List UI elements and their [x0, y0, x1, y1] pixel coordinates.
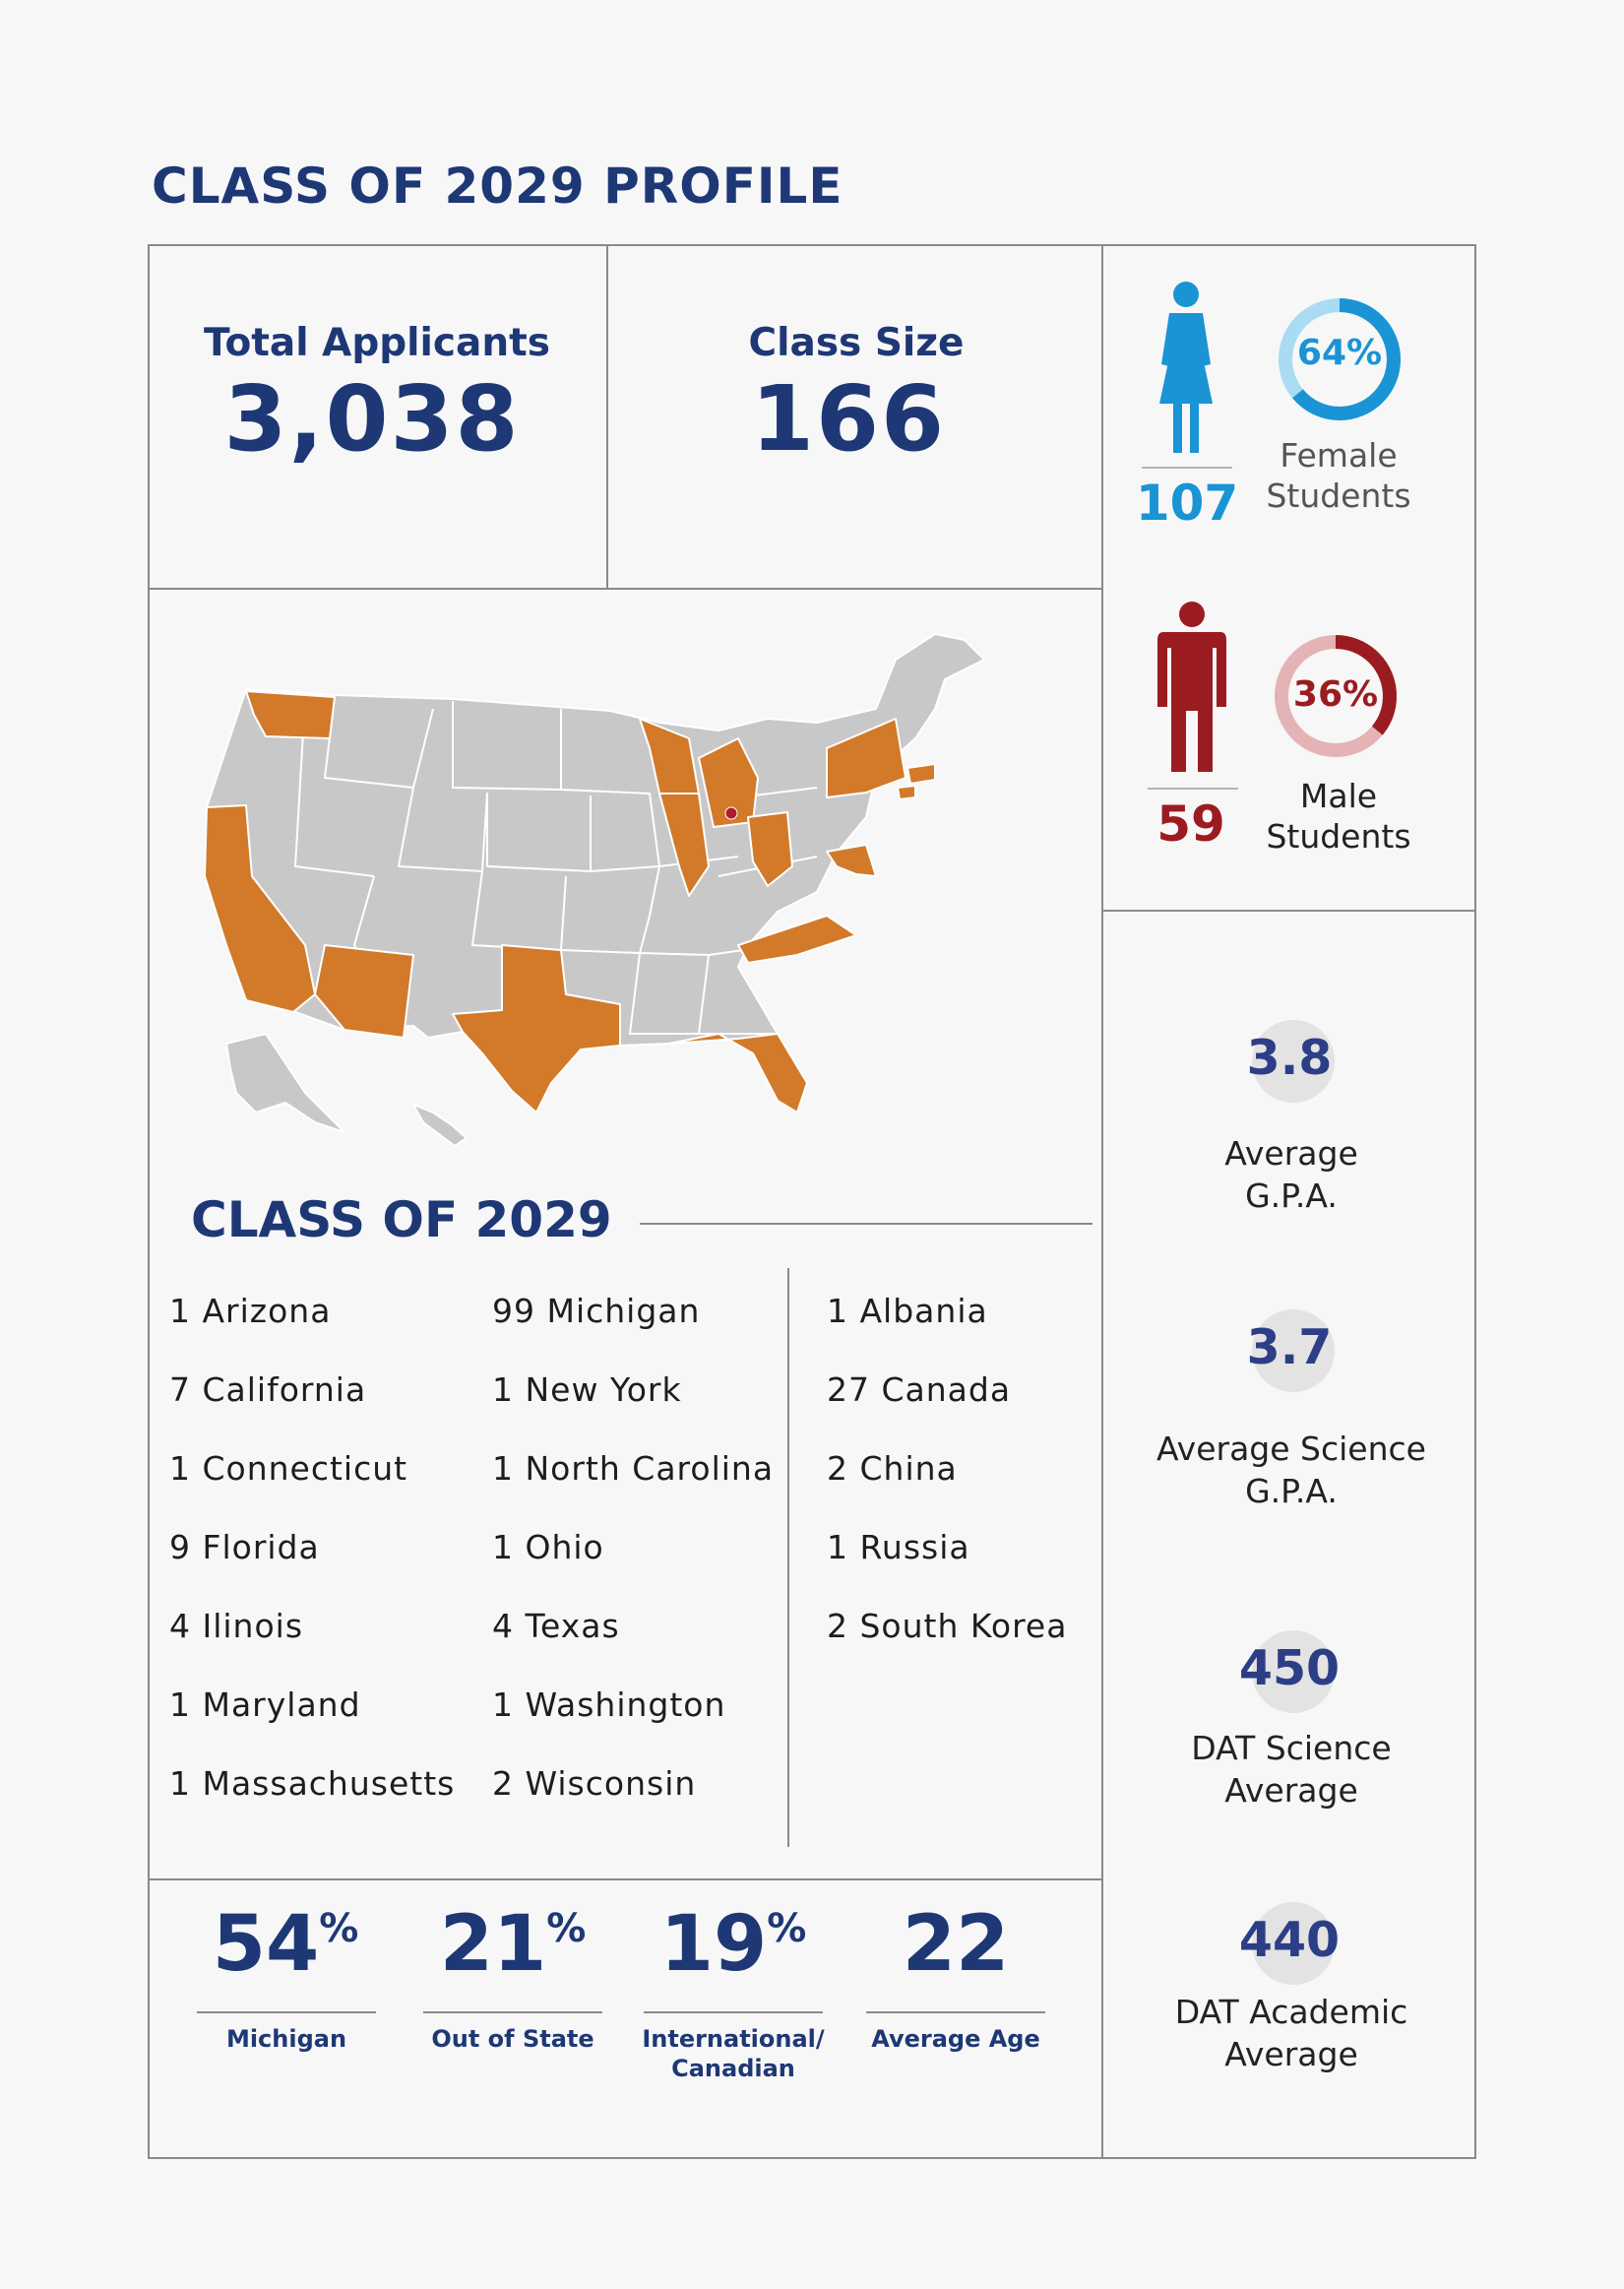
dat-science-label-line1: DAT Science: [1191, 1729, 1392, 1767]
female-rule: [1142, 467, 1232, 469]
gpa-value: 3.8: [1246, 1030, 1333, 1086]
list-item: 2 South Korea: [827, 1607, 1068, 1645]
divider-bottom-horizontal: [148, 1878, 1103, 1880]
dat-science-value: 450: [1238, 1640, 1341, 1696]
average-age-number: 22: [902, 1900, 1010, 1989]
science-gpa-label: [1104, 1428, 1478, 1512]
international-percent: [640, 1900, 827, 1989]
total-applicants-value: 3,038: [223, 366, 521, 472]
class-size-label: Class Size: [748, 321, 965, 365]
map-state-florida: [669, 1034, 807, 1113]
list-item: 1 Massachusetts: [169, 1764, 456, 1803]
gpa-label-line2: G.P.A.: [1245, 1176, 1338, 1215]
female-label-line2: Students: [1266, 477, 1411, 515]
list-item: 1 North Carolina: [492, 1449, 775, 1488]
international-label-line1: International/: [642, 2025, 825, 2053]
list-item: 2 China: [827, 1449, 958, 1488]
out-of-state-percent-number: 21: [439, 1900, 547, 1989]
list-item: 1 Ohio: [492, 1528, 604, 1566]
list-item: 1 Albania: [827, 1292, 988, 1330]
out-of-state-percent-suffix: %: [546, 1906, 587, 1951]
list-item: 1 Maryland: [169, 1685, 361, 1724]
international-rule: [644, 2011, 823, 2013]
dat-academic-label-line1: DAT Academic: [1174, 1993, 1408, 2031]
gpa-label-line1: Average: [1224, 1134, 1358, 1173]
average-age-value: [862, 1900, 1049, 1989]
science-gpa-value: 3.7: [1246, 1319, 1333, 1375]
dat-academic-label: [1104, 1991, 1478, 2075]
divider-main-vertical: [1101, 244, 1103, 2159]
dat-science-label: [1104, 1727, 1478, 1812]
science-gpa-label-line2: G.P.A.: [1245, 1472, 1338, 1510]
list-item: 9 Florida: [169, 1528, 320, 1566]
international-percent-number: 19: [659, 1900, 768, 1989]
international-label: [630, 2024, 837, 2083]
gpa-label: [1104, 1132, 1478, 1217]
male-label: [1240, 776, 1437, 857]
international-percent-suffix: %: [767, 1906, 807, 1951]
map-hawaii: [413, 1105, 467, 1146]
divider-gender-horizontal: [1101, 910, 1476, 912]
out-of-state-label: Out of State: [431, 2025, 594, 2053]
male-rule: [1148, 788, 1238, 790]
divider-stats-horizontal: [148, 588, 1103, 590]
male-figure-icon: [1152, 601, 1232, 774]
michigan-percent-number: 54: [212, 1900, 320, 1989]
male-count: 59: [1156, 795, 1225, 853]
map-state-massachusetts: [907, 764, 935, 784]
list-item: 1 Russia: [827, 1528, 970, 1566]
female-label: [1240, 435, 1437, 516]
dat-academic-value: 440: [1238, 1912, 1341, 1968]
class-heading-rule: [640, 1223, 1093, 1225]
international-label-line2: Canadian: [671, 2055, 795, 2082]
list-item: 99 Michigan: [492, 1292, 701, 1330]
out-of-state-rule: [423, 2011, 602, 2013]
divider-list-vertical: [787, 1268, 789, 1847]
female-figure-icon: [1142, 278, 1230, 457]
michigan-percent: [192, 1900, 379, 1989]
list-item: 1 Arizona: [169, 1292, 332, 1330]
science-gpa-label-line1: Average Science: [1156, 1430, 1426, 1468]
class-heading: CLASS OF 2029: [191, 1191, 612, 1248]
list-item: 1 Connecticut: [169, 1449, 408, 1488]
dat-science-label-line2: Average: [1224, 1771, 1358, 1810]
list-item: 7 California: [169, 1370, 367, 1409]
map-state-connecticut: [898, 786, 915, 799]
michigan-label: Michigan: [225, 2025, 347, 2053]
divider-stats-vertical: [606, 244, 608, 590]
dat-academic-label-line2: Average: [1224, 2035, 1358, 2073]
average-age-rule: [866, 2011, 1045, 2013]
average-age-label: Average Age: [871, 2025, 1040, 2053]
female-count: 107: [1135, 475, 1239, 532]
female-percent: 64%: [1296, 333, 1383, 373]
list-item: 2 Wisconsin: [492, 1764, 697, 1803]
list-item: 27 Canada: [827, 1370, 1012, 1409]
michigan-percent-suffix: %: [319, 1906, 359, 1951]
list-item: 1 New York: [492, 1370, 682, 1409]
us-map: [187, 620, 1093, 1172]
male-label-line2: Students: [1266, 817, 1411, 856]
list-item: 4 Texas: [492, 1607, 620, 1645]
map-location-marker: [725, 807, 737, 819]
page-title: CLASS OF 2029 PROFILE: [152, 158, 843, 215]
map-state-maryland: [827, 845, 876, 876]
total-applicants-label: Total Applicants: [204, 321, 550, 365]
female-label-line1: Female: [1280, 436, 1398, 475]
map-alaska: [226, 1034, 344, 1132]
list-item: 4 Ilinois: [169, 1607, 304, 1645]
list-item: 1 Washington: [492, 1685, 726, 1724]
michigan-rule: [197, 2011, 376, 2013]
male-percent: 36%: [1292, 674, 1379, 715]
out-of-state-percent: [419, 1900, 606, 1989]
male-label-line1: Male: [1299, 777, 1378, 815]
class-size-value: 166: [750, 366, 947, 472]
